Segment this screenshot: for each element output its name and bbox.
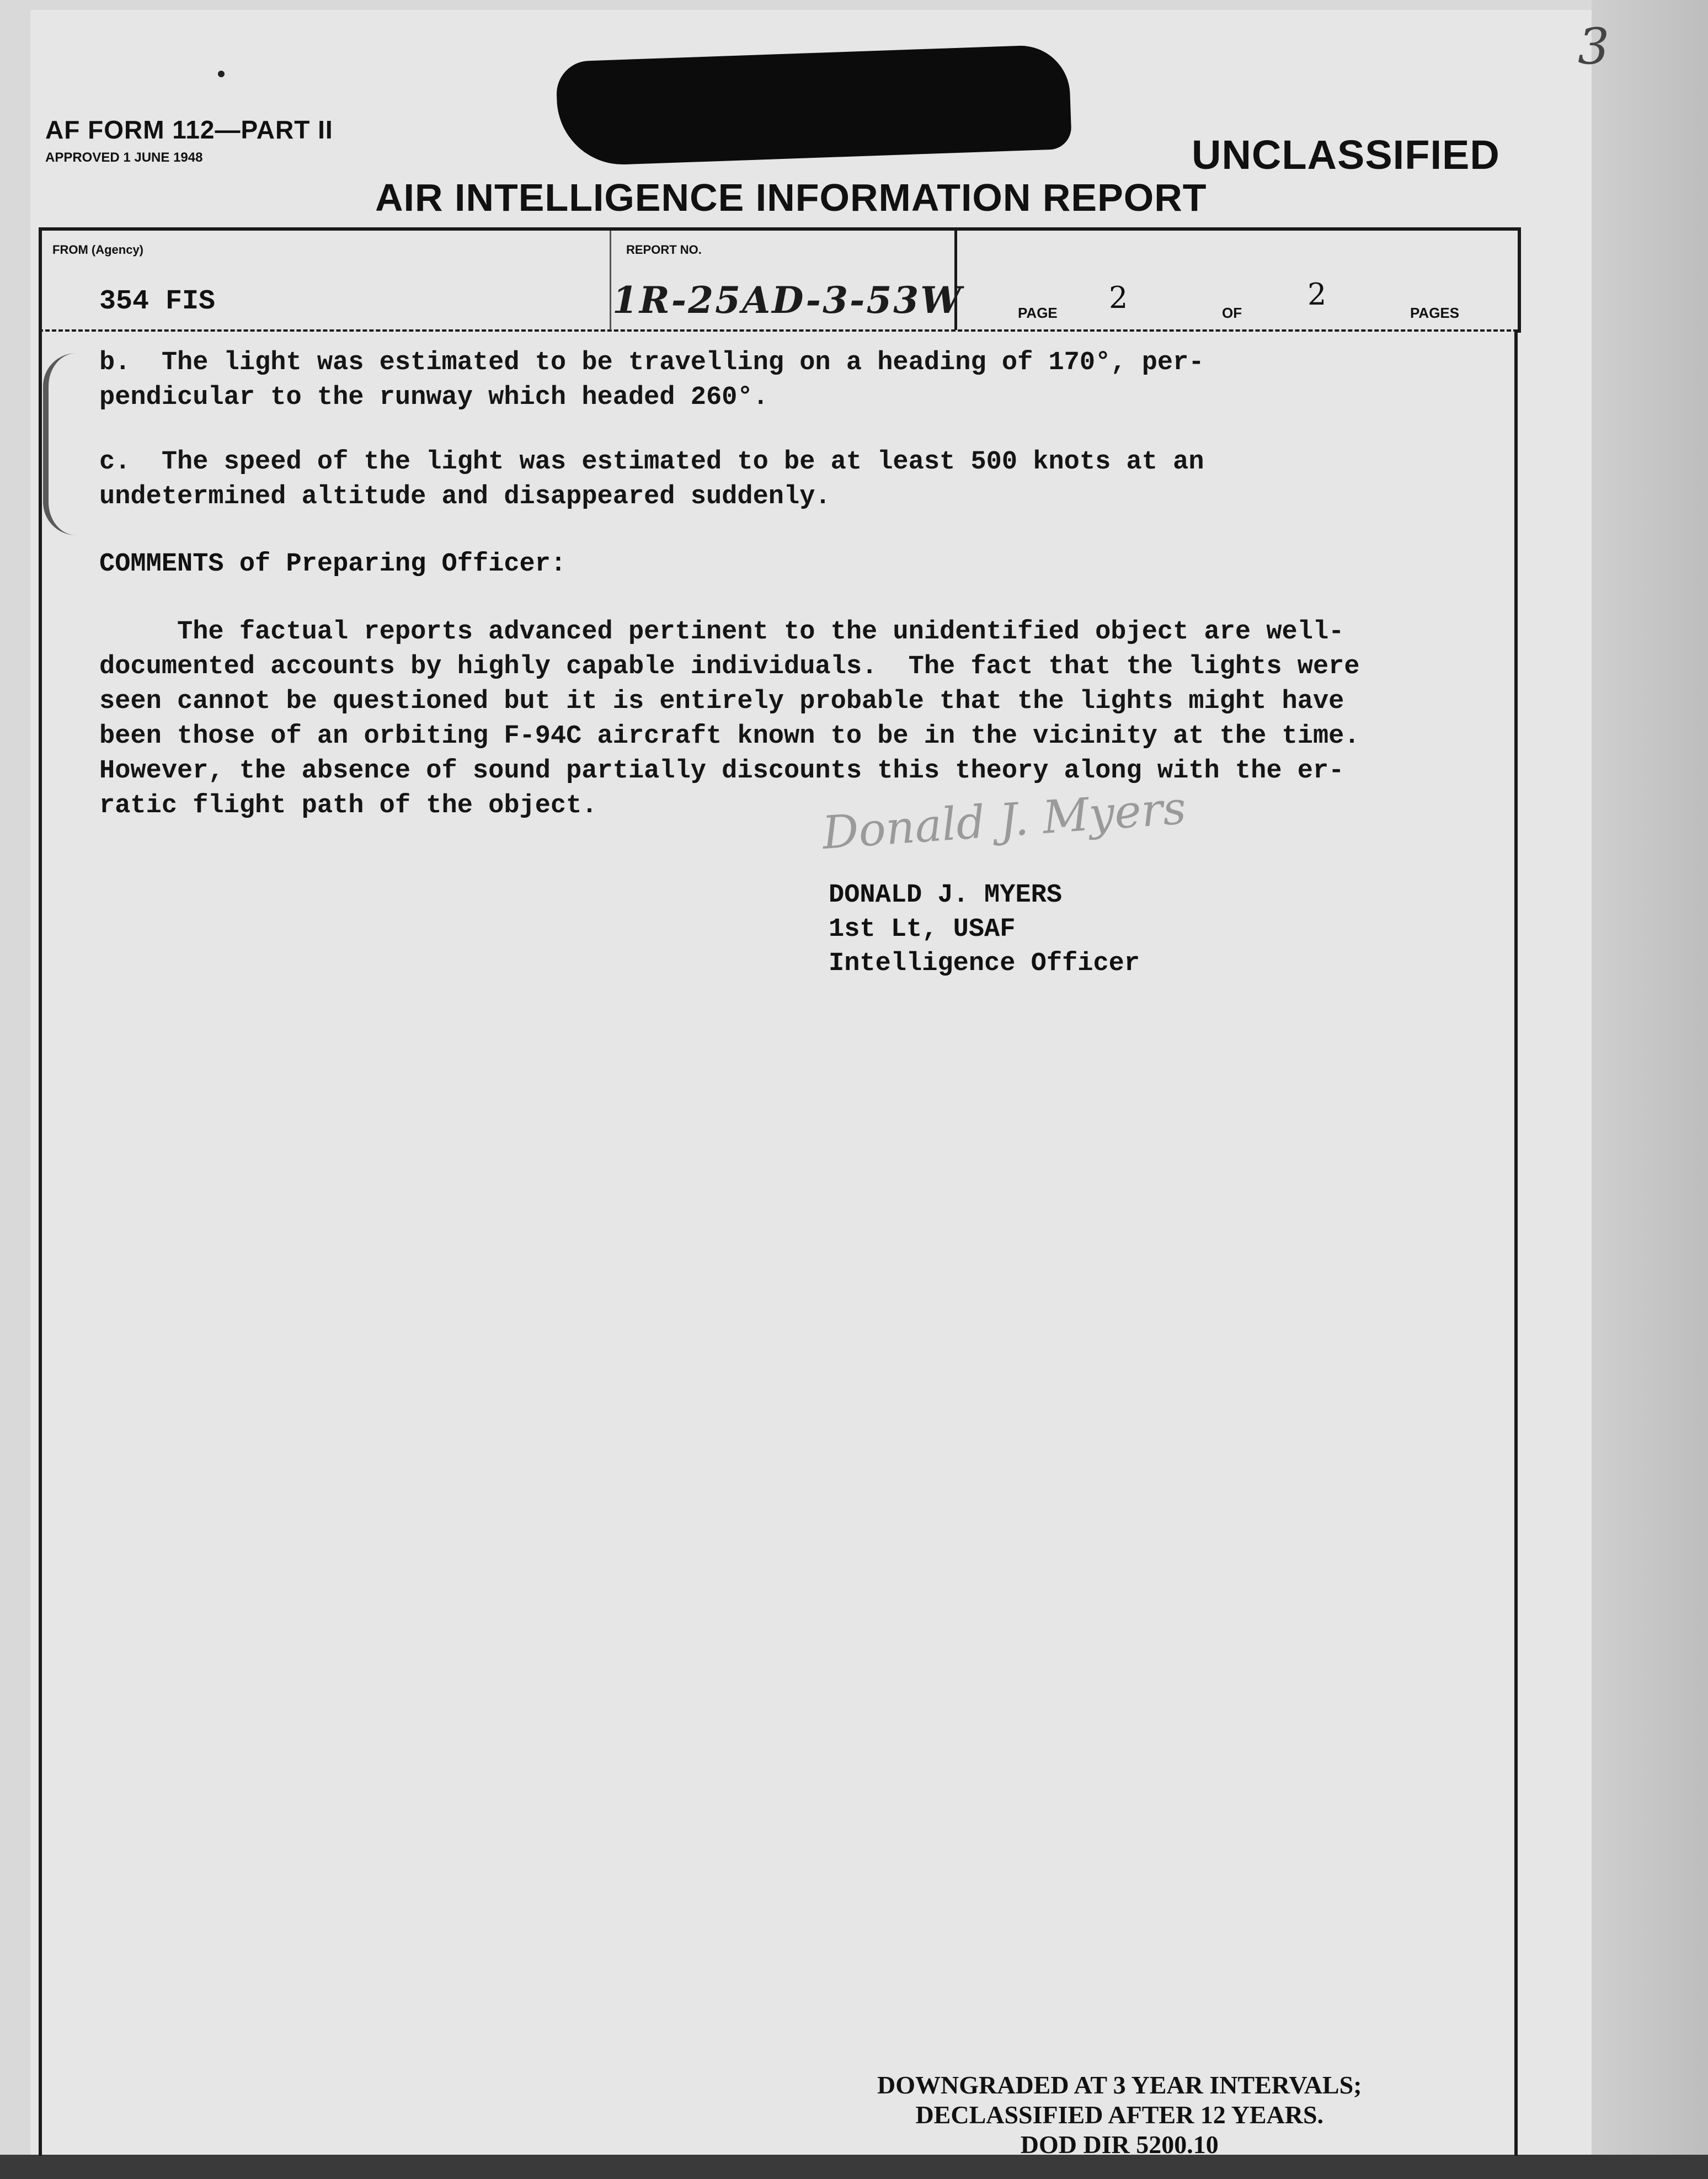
report-number-value: 1R-25AD-3-53W bbox=[612, 279, 963, 322]
signer-name: DONALD J. MYERS bbox=[829, 881, 1063, 910]
declassify-line: DECLASSIFIED AFTER 12 YEARS. bbox=[915, 2101, 1324, 2129]
header-divider bbox=[39, 329, 1518, 332]
scan-edge-right bbox=[1592, 0, 1708, 2179]
punch-mark bbox=[218, 71, 225, 77]
total-pages-value: 2 bbox=[1307, 277, 1327, 312]
from-agency-label: FROM (Agency) bbox=[52, 243, 143, 257]
signature-block bbox=[829, 878, 1140, 981]
handwritten-signature: Donald J. Myers bbox=[820, 782, 1188, 860]
directive-line: DOD DIR 5200.10 bbox=[1020, 2130, 1219, 2159]
comments-heading: COMMENTS of Preparing Officer: bbox=[99, 550, 567, 579]
frame-left bbox=[39, 329, 42, 2156]
paragraph-b: b. The light was estimated to be travelling on a heading of 170°, per- pendicular to the runway which headed 260°. bbox=[99, 348, 1204, 412]
report-title: AIR INTELLIGENCE INFORMATION REPORT bbox=[375, 176, 1207, 219]
page-value: 2 bbox=[1109, 280, 1128, 315]
redaction-block bbox=[556, 44, 1072, 167]
margin-annotation-bracket bbox=[43, 353, 98, 535]
downgrade-stamp bbox=[877, 2070, 1362, 2160]
classification-stamp: UNCLASSIFIED bbox=[1192, 132, 1500, 178]
signer-title: Intelligence Officer bbox=[829, 949, 1140, 978]
form-id: AF FORM 112—PART II bbox=[45, 115, 333, 144]
downgrade-line: DOWNGRADED AT 3 YEAR INTERVALS; bbox=[877, 2071, 1362, 2099]
header-column-divider bbox=[610, 231, 611, 330]
scan-edge-bottom bbox=[0, 2155, 1708, 2179]
page-label: PAGE bbox=[1018, 305, 1058, 321]
page-mark: 3 bbox=[1578, 18, 1610, 76]
comments-paragraph: The factual reports advanced pertinent to the unidentified object are well- documented accounts by highly capable individuals. The fact that the lights were seen cannot be questioned but it is entirely probable that the lights might have been those of an orbiting F-94C aircraft known to be in the vicinity at the time. However, the absence of sound partially discounts this theory along with the er- ratic flight path of the object. bbox=[99, 617, 1360, 821]
report-number-label: REPORT NO. bbox=[626, 243, 702, 257]
from-agency-value: 354 FIS bbox=[99, 286, 216, 317]
paragraph-c: c. The speed of the light was estimated to be at least 500 knots at an undetermined altitude and disappeared suddenly. bbox=[99, 447, 1204, 512]
pages-label: PAGES bbox=[1410, 305, 1460, 321]
form-approved-date: APPROVED 1 JUNE 1948 bbox=[45, 150, 203, 165]
of-label: OF bbox=[1222, 305, 1242, 321]
frame-right bbox=[1514, 329, 1518, 2156]
signer-rank: 1st Lt, USAF bbox=[829, 915, 1016, 944]
